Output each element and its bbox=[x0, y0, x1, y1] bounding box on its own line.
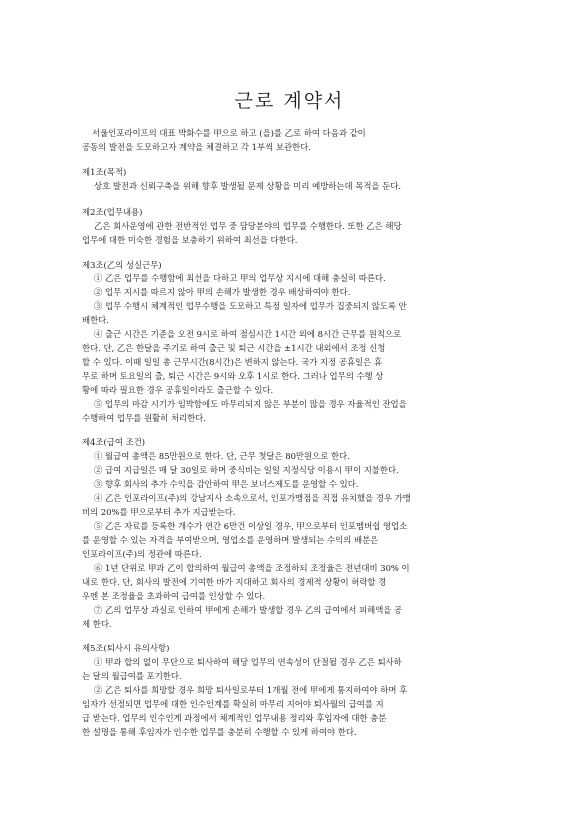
text-line: ① 월급여 총액은 85만원으로 한다. 단, 근무 첫달은 80만원으로 한다. bbox=[94, 451, 350, 461]
text-line: 임자가 선정되면 업무에 대한 인수인계를 확실히 마무리 지어야 퇴사월의 급여를 지 bbox=[82, 699, 384, 709]
text-line: ⑤ 乙은 자료를 등록한 개수가 연간 6만건 이상일 경우, 甲으로부터 인포멤버쉽 영업소 bbox=[94, 521, 408, 531]
text-line: 제1조(목적) bbox=[82, 167, 127, 177]
text-line: 제3조(乙의 성실근무) bbox=[82, 260, 162, 270]
text-line: 할 수 있다. 이때 일일 총 근무시간(8시간)은 변하지 않는다. 국가 지정 공휴일은 휴 bbox=[82, 357, 382, 367]
text-line: ⑥ 1년 단위로 甲과 乙이 합의하여 월급여 총액을 조정하되 조정율은 전년대비 30% 이 bbox=[94, 563, 410, 573]
text-line: 한 설명을 통해 후임자가 인수한 업무를 충분히 수행할 수 있게 하여야 한다. bbox=[82, 727, 357, 737]
text-line: 수행하여 업무를 원활히 처리한다. bbox=[82, 413, 206, 423]
text-line: ① 甲과 합의 없이 무단으로 퇴사하여 해당 업무의 연속성이 단절될 경우 乙은 퇴사하 bbox=[94, 657, 402, 667]
text-line: 제5조(퇴사시 유의사항) bbox=[82, 643, 170, 653]
text-line: 비의 20%를 甲으로부터 추가 지급받는다. bbox=[82, 507, 236, 517]
text-line: 서울인포라이프의 대표 박화수를 甲으로 하고 (을)를 乙로 하여 다음과 같이 bbox=[92, 128, 366, 138]
text-line: ② 업무 지시를 따르지 않아 甲의 손해가 발생한 경우 배상하여야 한다. bbox=[94, 287, 351, 297]
text-line: 를 운영할 수 있는 자격을 부여받으며, 영업소를 운영하며 발생되는 수익의 배분은 bbox=[82, 535, 379, 545]
text-line: 한다. 단, 乙은 한달을 주기로 하여 출근 및 퇴근 시간을 ±1시간 내외에서 조정 신청 bbox=[82, 343, 386, 353]
text-line: 인포라이프(주)의 정관에 따른다. bbox=[82, 549, 202, 559]
text-line: 업무에 대한 미숙한 경험을 보충하기 위하여 최선을 다한다. bbox=[82, 235, 298, 245]
text-line: 공동의 발전을 도모하고자 계약을 체결하고 각 1부씩 보관한다. bbox=[82, 142, 311, 152]
text-line: 급 받는다. 업무의 인수인계 과정에서 체계적인 업무내용 정리와 후임자에 대한 충분 bbox=[82, 713, 387, 723]
text-line: ② 乙은 퇴사를 희망할 경우 희망 퇴사일로부터 1개월 전에 甲에게 통지하여야 하며 후 bbox=[94, 685, 408, 695]
text-line: 상호 발전과 신뢰구축을 위해 향후 발생될 문제 상황을 미리 예방하는데 목적을 둔다. bbox=[94, 181, 402, 191]
text-line: 乙은 회사운영에 관한 전반적인 업무 중 담당분야의 업무를 수행한다. 또한 乙은 해당 bbox=[94, 221, 402, 231]
page-title: 근로 계약서 bbox=[234, 90, 345, 112]
text-line: 내로 한다. 단, 회사의 발전에 기여한 바가 지대하고 회사의 경제적 상황이 허락할 경 bbox=[82, 577, 387, 587]
text-line: 무로 하며 토요일의 출, 퇴근 시간은 9시와 오후 1시로 한다. 그러나 업무의 수행 상 bbox=[82, 371, 384, 381]
text-line: 제2조(업무내용) bbox=[82, 207, 143, 217]
text-line: 제4조(급여 조건) bbox=[82, 437, 146, 447]
text-line: 우엔 본 조정율을 초과하여 급여를 인상할 수 있다. bbox=[82, 591, 266, 601]
text-line: ③ 업무 수행시 체계적인 업무수행을 도모하고 특정 일자에 업무가 집중되지 않도록 안 bbox=[94, 301, 407, 311]
text-line: 배한다. bbox=[82, 315, 109, 325]
text-line: ② 급여 지급일은 매 달 30일로 하며 중식비는 일일 지정식당 이용시 甲이 지불한다. bbox=[94, 465, 399, 475]
text-line: ④ 출근 시간은 기준을 오전 9시로 하여 점심시간 1시간 외에 8시간 근무를 원칙으로 bbox=[94, 329, 402, 339]
text-line: ① 乙은 업무를 수행함에 최선을 다하고 甲의 업무상 지시에 대해 충실히 따른다. bbox=[94, 273, 386, 283]
text-line: 황에 따라 필요한 경우 공휴일이라도 출근할 수 있다. bbox=[82, 385, 274, 395]
text-line: ⑤ 업무의 마감 시기가 임박함에도 마무리되지 않은 부분이 많을 경우 자율적인 잔업을 bbox=[94, 399, 407, 409]
text-line: 는 달의 월급여를 포기한다. bbox=[82, 671, 182, 681]
text-line: 제 한다. bbox=[82, 619, 112, 629]
text-line: ⑦ 乙의 업무상 과실로 인하여 甲에게 손해가 발생할 경우 乙의 급여에서 피해액을 공 bbox=[94, 605, 403, 615]
text-line: ③ 향후 회사의 추가 수익을 감안하여 甲은 보너스제도를 운영할 수 있다. bbox=[94, 479, 359, 489]
text-line: ④ 乙은 인포라이프(주)의 강남지사 소속으로서, 인포가맹점을 직접 유치했을 경우 가맹 bbox=[94, 493, 411, 503]
